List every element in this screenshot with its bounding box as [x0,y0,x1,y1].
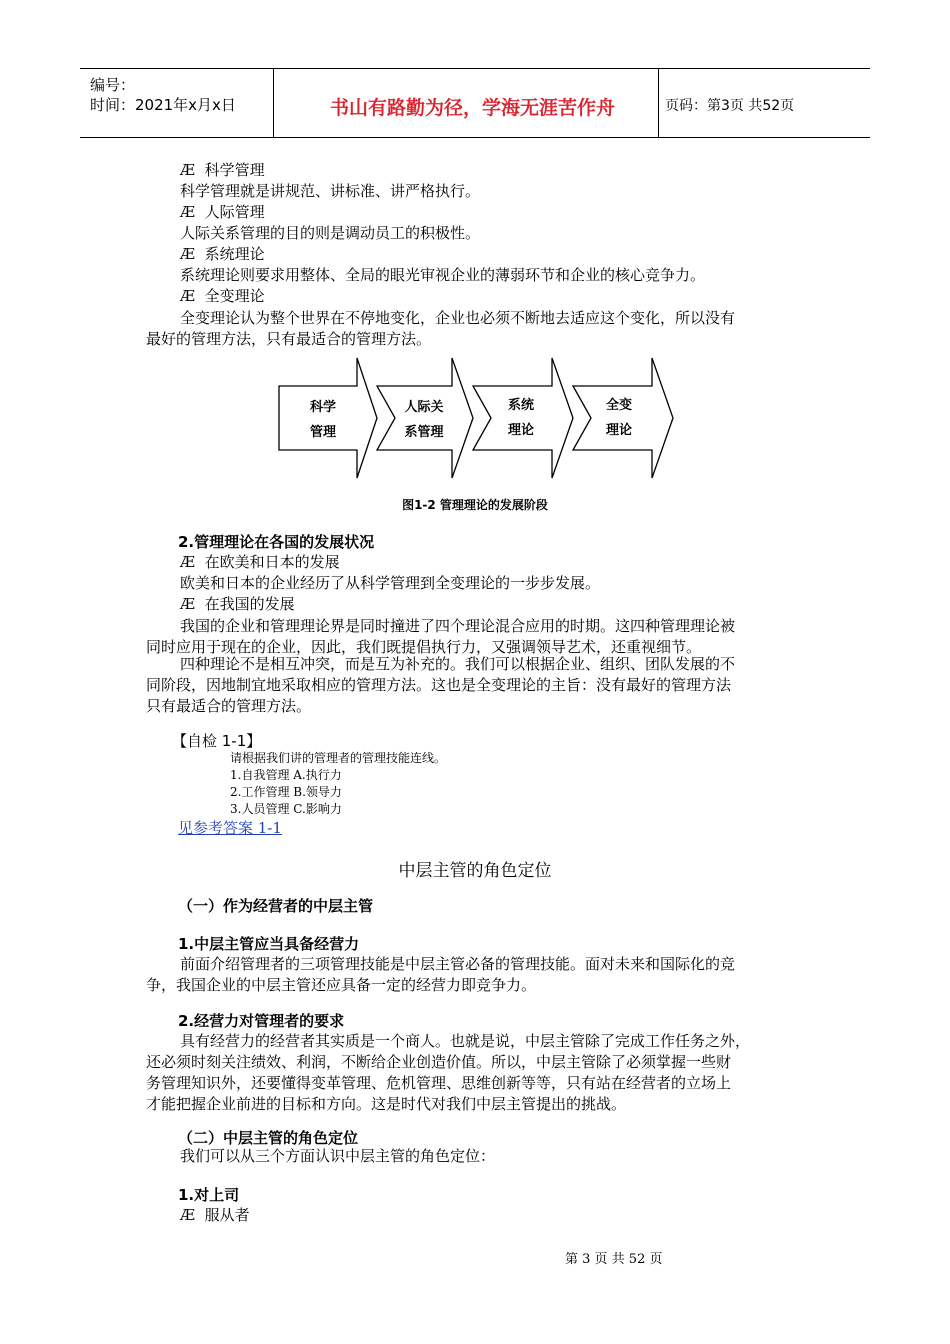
figure-caption: 图1-2 管理理论的发展阶段 [402,498,548,512]
selfcheck-item: 1.自我管理 A.执行力 [230,768,342,782]
stage-arrow [573,358,673,478]
paragraph: 争，我国企业的中层主管还应具备一定的经营力即竞争力。 [146,976,537,994]
bullet-glyph: Æ [180,1206,196,1224]
selfcheck-item: 3.人员管理 C.影响力 [230,802,342,816]
bullet-glyph: Æ [180,553,196,571]
bullet-glyph: Æ [180,595,196,613]
header-divider [273,69,274,137]
stage-arrow [279,358,377,478]
paragraph: 四种理论不是相互冲突，而是互为补充的。我们可以根据企业、组织、团队发展的不 [180,655,736,673]
item-title: 在欧美和日本的发展 [204,553,340,571]
bullet-item [180,552,340,572]
selfcheck-item: 2.工作管理 B.领导力 [230,785,342,799]
subsection-heading: 1.对上司 [178,1186,240,1204]
bullet-item [180,160,265,180]
item-title: 系统理论 [204,245,265,263]
stage-label: 人际关 [404,400,444,415]
paragraph: 科学管理就是讲规范、讲标准、讲严格执行。 [180,182,481,200]
paragraph: 全变理论认为整个世界在不停地变化，企业也必须不断地去适应这个变化，所以没有 [180,309,736,327]
paragraph: 同阶段，因地制宜地采取相应的管理方法。这也是全变理论的主旨：没有最好的管理方法 [146,676,732,694]
paragraph: 前面介绍管理者的三项管理技能是中层主管必备的管理技能。面对未来和国际化的竞 [180,955,736,973]
section-heading: 2.管理理论在各国的发展状况 [178,533,375,551]
item-title: 科学管理 [204,161,265,179]
stage-label: 系统 [507,398,535,413]
subsection-heading: 2.经营力对管理者的要求 [178,1012,345,1030]
header-time: 时间：2021年x月x日 [90,96,236,114]
header-meta [90,75,236,115]
bullet-item [180,286,265,306]
paragraph: 人际关系管理的目的则是调动员工的积极性。 [180,224,481,242]
bullet-item [180,244,265,264]
stage-arrow [377,358,473,478]
bullet-item [180,1205,250,1225]
section-title: 中层主管的角色定位 [398,861,552,881]
part-heading: （一）作为经营者的中层主管 [178,897,374,915]
paragraph: 同时应用于现在的企业，因此，我们既提倡执行力，又强调领导艺术，还重视细节。 [146,638,702,656]
bullet-glyph: Æ [180,161,196,179]
header-motto: 书山有路勤为径，学海无涯苦作舟 [329,97,615,119]
bullet-glyph: Æ [180,203,196,221]
paragraph: 才能把握企业前进的目标和方向。这是时代对我们中层主管提出的挑战。 [146,1095,627,1113]
header-page-info: 页码：第3页 共52页 [665,98,795,114]
paragraph: 只有最适合的管理方法。 [146,697,312,715]
answer-link[interactable]: 见参考答案 1-1 [178,819,282,837]
paragraph: 具有经营力的经营者其实质是一个商人。也就是说，中层主管除了完成工作任务之外， [180,1032,751,1050]
stage-label: 理论 [605,423,633,438]
bullet-item [180,202,265,222]
page-header [80,68,870,138]
stage-label: 科学 [309,400,337,415]
bullet-glyph: Æ [180,287,196,305]
selfcheck-prompt: 请根据我们讲的管理者的管理技能连线。 [230,751,447,765]
stage-arrow [473,358,573,478]
header-number: 编号： [90,76,136,94]
bullet-item [180,594,295,614]
paragraph: 最好的管理方法，只有最适合的管理方法。 [146,330,432,348]
stage-label: 全变 [605,398,633,413]
stage-label: 系管理 [404,425,444,440]
paragraph: 我们可以从三个方面认识中层主管的角色定位： [180,1147,496,1165]
paragraph: 欧美和日本的企业经历了从科学管理到全变理论的一步步发展。 [180,574,601,592]
paragraph: 还必须时刻关注绩效、利润，不断给企业创造价值。所以，中层主管除了必须掌握一些财 [146,1053,732,1071]
paragraph: 我国的企业和管理理论界是同时撞进了四个理论混合应用的时期。这四种管理理论被 [180,617,736,635]
paragraph: 系统理论则要求用整体、全局的眼光审视企业的薄弱环节和企业的核心竞争力。 [180,266,706,284]
part-heading: （二）中层主管的角色定位 [178,1129,359,1147]
subsection-heading: 1.中层主管应当具备经营力 [178,935,360,953]
item-title: 全变理论 [204,287,265,305]
selfcheck-title: 【自检 1-1】 [172,732,262,750]
page-footer: 第 3 页 共 52 页 [565,1252,663,1267]
item-title: 人际管理 [204,203,265,221]
bullet-glyph: Æ [180,245,196,263]
stages-diagram [277,354,677,482]
stage-label: 管理 [309,425,337,440]
stage-label: 理论 [507,423,535,438]
item-title: 在我国的发展 [204,595,295,613]
paragraph: 务管理知识外，还要懂得变革管理、危机管理、思维创新等等，只有站在经营者的立场上 [146,1074,732,1092]
item-title: 服从者 [204,1206,250,1224]
